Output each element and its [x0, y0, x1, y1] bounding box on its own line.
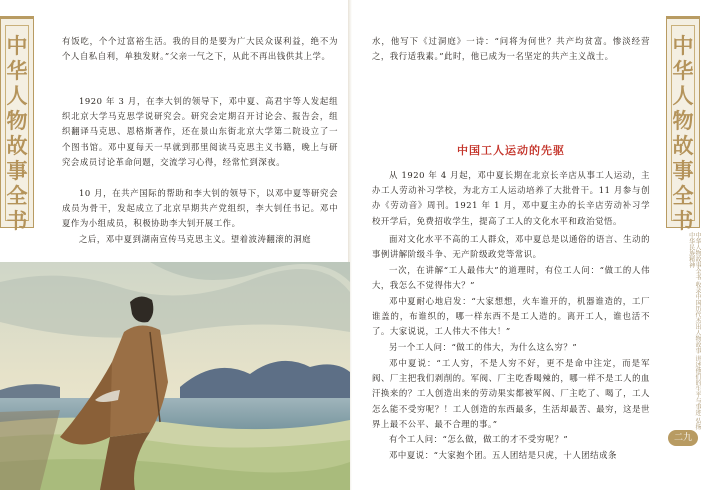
section-title: 中国工人运动的先驱: [457, 144, 565, 157]
right-paragraph-3: 面对文化水平不高的工人群众，邓中夏总是以通俗的语言、生动的事例讲解阶级斗争、无产阶级政党等常识。: [372, 234, 650, 260]
right-paragraph-2: 从 1920 年 4 月起，邓中夏长期在北京长辛店从事工人运动，主办工人劳动补习学校，为北方工人运动培养了大批骨干。11 月参与创办《劳动音》周刊。1921 年 1 月，邓中夏主办的长辛店劳动补习学校开学后，免费招收学生，提高了工人的文化水平和政治觉悟。: [372, 170, 650, 226]
illustration-figure-by-lake: [0, 262, 350, 490]
right-paragraph-1: 水，他写下《过洞庭》一诗：“问将为何世？共产均贫富。惨淡经营之，我行适我素。”此时，他已成为一名坚定的共产主义战士。: [372, 36, 650, 62]
right-paragraph-5: 邓中夏耐心地启发：“大家想想，火车谁开的，机器谁造的，工厂谁盖的，布谁织的，哪一样东西不是工人造的。离开工人，谁也活不了。大家说说，工人伟大不伟大！”: [372, 296, 650, 337]
right-paragraph-6: 另一个工人问：“做工的伟大，为什么这么穷？”: [389, 342, 578, 352]
right-paragraph-9: 邓中夏说：“大家抱个团。五人团结是只虎，十人团结成条: [389, 450, 617, 460]
left-paragraph-1: 有饭吃，个个过富裕生活。我的目的是要为广大民众谋利益，绝不为个人自私自利，单独发财。”父亲一气之下，从此不再出钱供其上学。: [62, 36, 338, 62]
side-blurb: 中华人物故事全书 收录中国历代杰出人物故事 讲述他们的生平与事迹 弘扬中华民族精神: [687, 232, 701, 430]
right-side-banner: [666, 18, 700, 233]
right-paragraph-8: 有个工人问：“怎么做，做工的才不受穷呢？”: [389, 434, 569, 444]
left-banner-title: 中华人物故事全书: [6, 33, 28, 233]
illustration-svg: [0, 262, 350, 490]
right-paragraph-7: 邓中夏说：“工人穷，不是人穷不好，更不是命中注定，而是军阀、厂主把我们剥削的。军阀、厂主吃香喝辣的，哪一样不是工人的血汗换来的？工人创造出来的劳动果实都被军阀、厂主吃了、喝了，工人怎么能不受穷呢？！工人创造的东西最多，生活却最苦、最穷，这是世界上最不公平、最不合理的事。”: [372, 358, 650, 429]
left-side-banner: [0, 18, 34, 233]
right-banner-title: 中华人物故事全书: [672, 33, 694, 233]
left-paragraph-2: 1920 年 3 月，在李大钊的领导下，邓中夏、高君宇等人发起组织北京大学马克思学说研究会。研究会定期召开讨论会、报告会，组织翻译马克思、恩格斯著作，还在景山东街北京大学第二院设立了一个图书馆。邓中夏每天一早就到那里阅读马克思主义书籍，晚上与研究会成员讨论革命问题，交流学习心得，经常忙到深夜。: [62, 96, 338, 167]
page-number-badge: 二九: [668, 430, 698, 446]
left-paragraph-3: 10 月，在共产国际的帮助和李大钊的领导下，以邓中夏等研究会成员为骨干，发起成立了北京早期共产党组织，李大钊任书记。邓中夏作为小组成员，积极协助李大钊开展工作。: [62, 188, 338, 229]
left-paragraph-4: 之后，邓中夏到湖南宣传马克思主义。望着波涛翻滚的洞庭: [79, 234, 312, 244]
right-paragraph-4: 一次，在讲解“工人最伟大”的道理时，有位工人问：“做工的人伟大，我怎么不觉得伟大？”: [372, 265, 650, 291]
